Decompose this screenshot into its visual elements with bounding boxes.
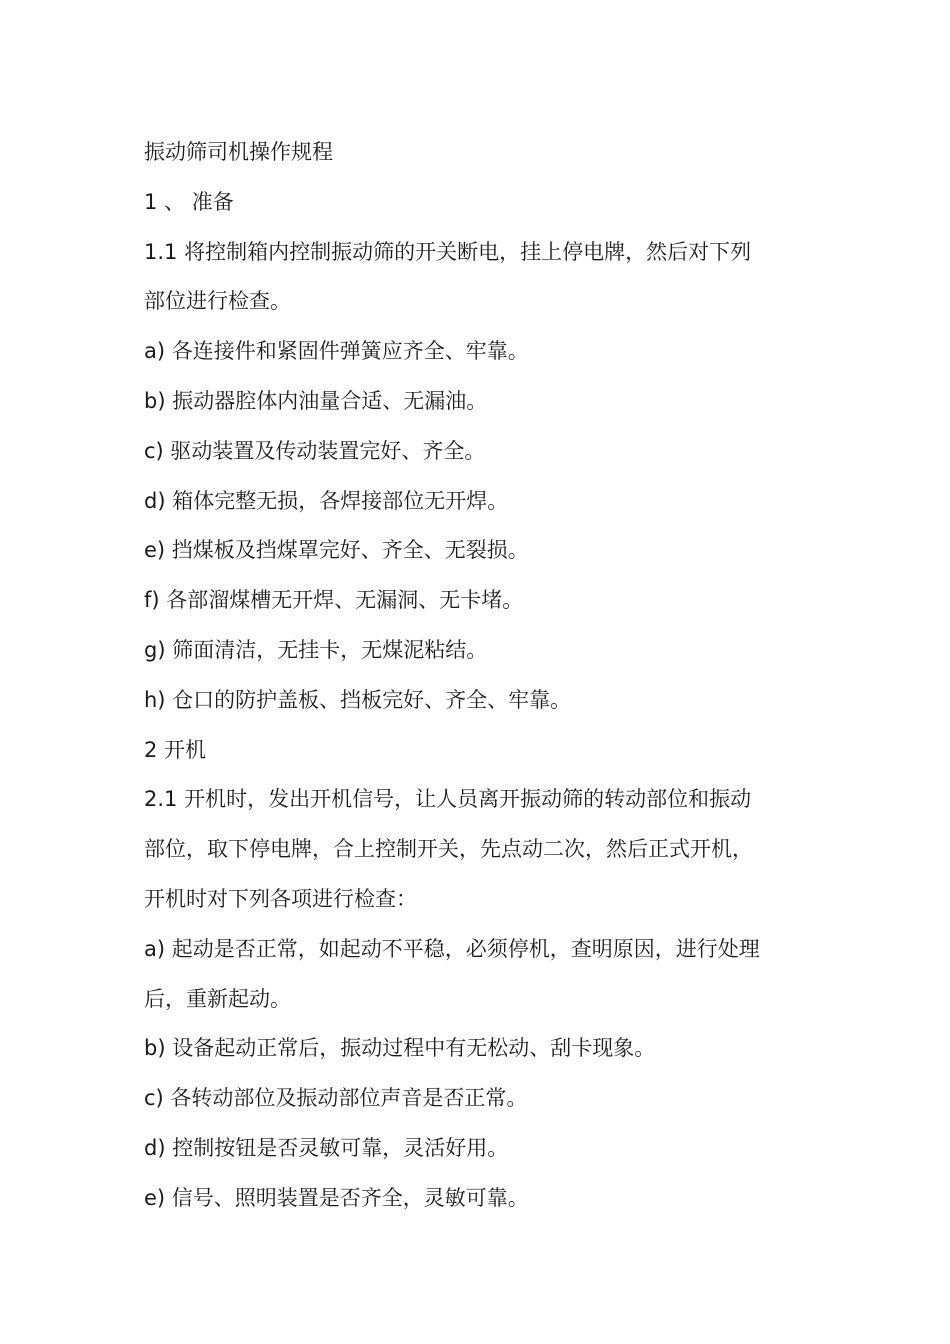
list-item: d) 控制按钮是否灵敏可靠，灵活好用。: [144, 1135, 509, 1160]
list-item: e) 信号、照明装置是否齐全，灵敏可靠。: [144, 1185, 529, 1210]
section-heading-prepare: 1 、 准备: [144, 189, 234, 214]
document-body: [144, 128, 816, 1224]
list-item: c) 各转动部位及振动部位声音是否正常。: [144, 1086, 528, 1111]
list-item: b) 振动器腔体内油量合适、无漏油。: [144, 388, 488, 413]
list-item-continuation: 后，重新起动。: [144, 986, 291, 1011]
paragraph-line: 部位进行检查。: [144, 289, 291, 314]
list-item: b) 设备起动正常后，振动过程中有无松动、刮卡现象。: [144, 1036, 656, 1061]
paragraph-line: 开机时对下列各项进行检查：: [144, 886, 417, 911]
section-heading-start: 2 开机: [144, 737, 207, 762]
list-item: f) 各部溜煤槽无开焊、无漏洞、无卡堵。: [144, 588, 524, 613]
paragraph-line: 1.1 将控制箱内控制振动筛的开关断电，挂上停电牌，然后对下列: [144, 239, 752, 264]
document-title: 振动筛司机操作规程: [144, 140, 333, 164]
list-item: c) 驱动装置及传动装置完好、齐全。: [144, 438, 486, 463]
paragraph-line: 2.1 开机时，发出开机信号，让人员离开振动筛的转动部位和振动: [144, 787, 752, 812]
list-item: d) 箱体完整无损，各焊接部位无开焊。: [144, 488, 509, 513]
list-item: e) 挡煤板及挡煤罩完好、齐全、无裂损。: [144, 538, 529, 563]
list-item: a) 起动是否正常，如起动不平稳，必须停机，查明原因，进行处理: [144, 936, 760, 961]
list-item: a) 各连接件和紧固件弹簧应齐全、牢靠。: [144, 339, 529, 364]
list-item: h) 仓口的防护盖板、挡板完好、齐全、牢靠。: [144, 687, 572, 712]
paragraph-line: 部位，取下停电牌，合上控制开关，先点动二次，然后正式开机，: [144, 837, 753, 862]
list-item: g) 筛面清洁，无挂卡，无煤泥粘结。: [144, 637, 488, 662]
